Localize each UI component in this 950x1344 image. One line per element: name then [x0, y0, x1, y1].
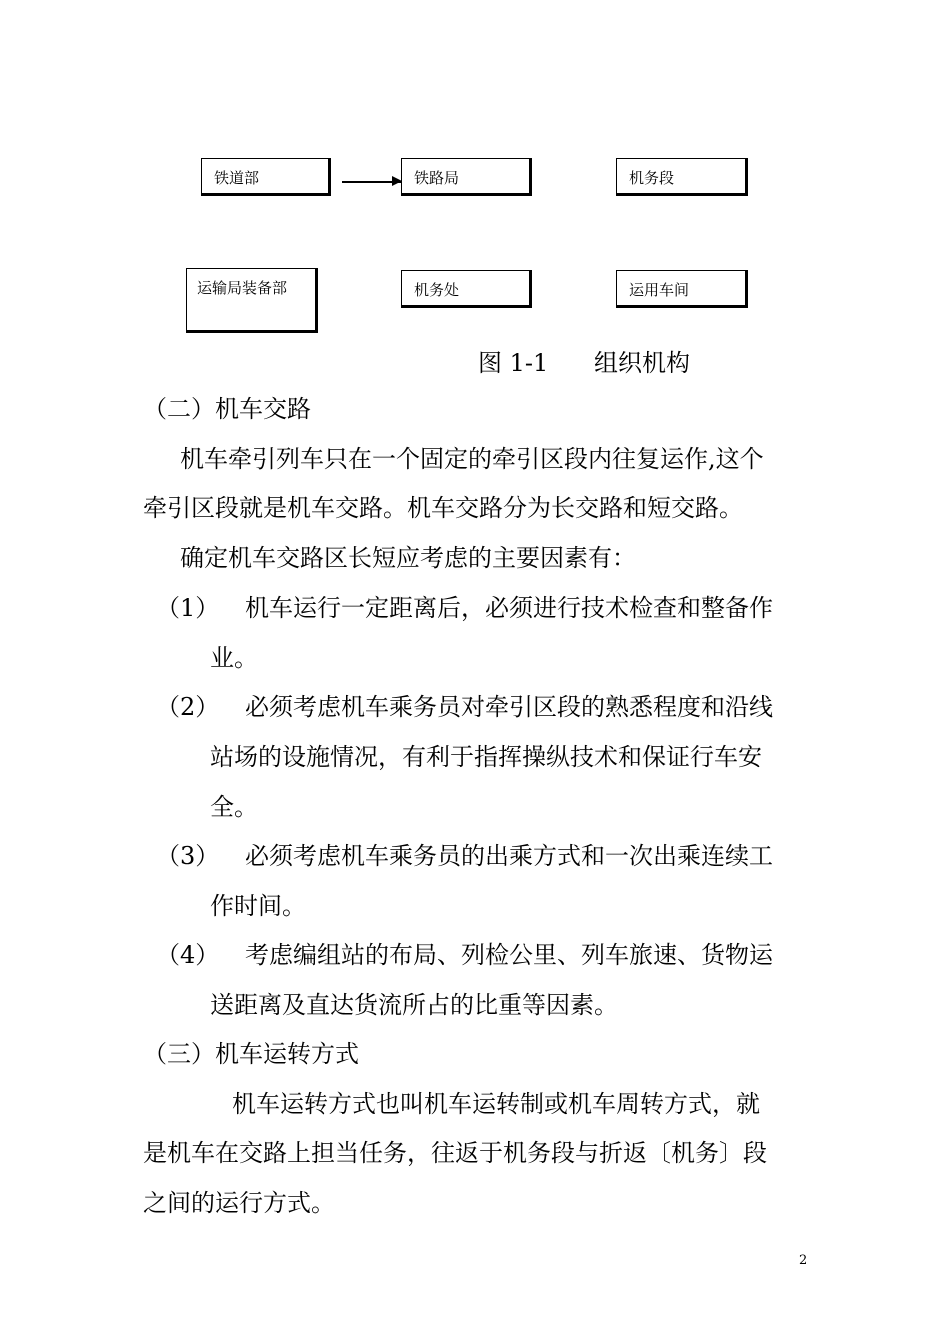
paragraph-line: 牵引区段就是机车交路。机车交路分为长交路和短交路。 [143, 494, 743, 522]
box-locomotive-office: 机务处 [401, 270, 532, 308]
box-transport-equipment-dept: 运输局装备部 [186, 268, 318, 333]
list-number: （2） [156, 693, 220, 721]
page-number: 2 [799, 1253, 808, 1268]
section-heading-3: （三）机车运转方式 [143, 1040, 359, 1068]
list-item-line: 必须考虑机车乘务员的出乘方式和一次出乘连续工 [245, 842, 773, 870]
section-heading-2: （二）机车交路 [143, 395, 311, 423]
box-operation-workshop: 运用车间 [616, 270, 748, 308]
list-number: （4） [156, 941, 220, 969]
paragraph-line: 是机车在交路上担当任务，往返于机务段与折返〔机务〕段 [143, 1139, 767, 1167]
list-item-line: 考虑编组站的布局、列检公里、列车旅速、货物运 [245, 941, 773, 969]
paragraph-line: 机车运转方式也叫机车运转制或机车周转方式，就 [232, 1090, 760, 1118]
paragraph-line: 机车牵引列车只在一个固定的牵引区段内往复运作,这个 [180, 445, 764, 473]
list-item-line: 机车运行一定距离后，必须进行技术检查和整备作 [245, 594, 773, 622]
box-railway-ministry: 铁道部 [201, 158, 331, 196]
figure-caption: 图 1-1 组织机构 [478, 349, 691, 377]
list-item-line: 必须考虑机车乘务员对牵引区段的熟悉程度和沿线 [245, 693, 773, 721]
list-number: （1） [156, 594, 220, 622]
arrow-icon [342, 181, 402, 183]
list-item-line: 作时间。 [210, 892, 306, 920]
list-item-line: 送距离及直达货流所占的比重等因素。 [210, 991, 618, 1019]
list-item-line: 全。 [210, 793, 258, 821]
list-item-line: 业。 [210, 644, 258, 672]
list-item-line: 站场的设施情况，有利于指挥操纵技术和保证行车安 [210, 743, 762, 771]
paragraph-line: 确定机车交路区长短应考虑的主要因素有： [180, 544, 636, 572]
box-locomotive-depot: 机务段 [616, 158, 748, 196]
list-number: （3） [156, 842, 220, 870]
box-railway-bureau: 铁路局 [401, 158, 532, 196]
paragraph-line: 之间的运行方式。 [143, 1189, 335, 1217]
